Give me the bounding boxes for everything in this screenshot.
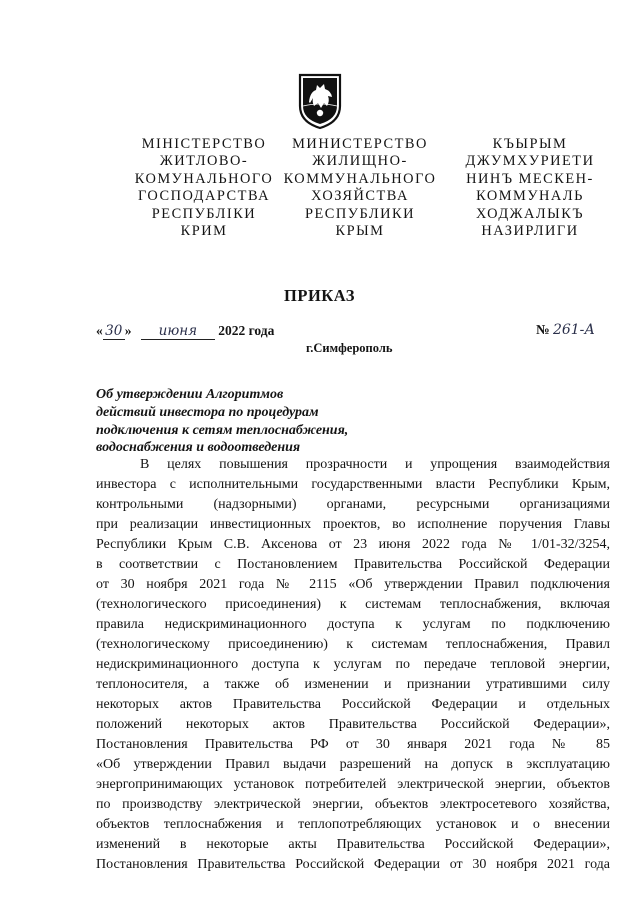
ministry-name-crimean-tatar [440, 136, 620, 240]
ministry-name-line: ГОСПОДАРСТВА [137, 188, 271, 205]
ministry-name-line: МИНИСТЕРСТВО [292, 136, 428, 152]
ministry-name-line: КОММУНАЛЬ [476, 188, 584, 205]
ministry-name-ukrainian [114, 136, 294, 240]
body-line: некоторых актов Правительства Российской Федерации и отдельных [96, 697, 610, 712]
body-line: (технологического присоединения) к системам теплоснабжения, включая [96, 597, 610, 612]
subject-line: Об утверждении Алгоритмов [96, 387, 284, 402]
date-close-quote: » [124, 323, 132, 338]
body-line: Постановления Правительства РФ от 30 января 2021 года № 85 [96, 737, 610, 752]
ministry-name-line: РЕСПУБЛИКИ [304, 205, 416, 222]
order-body-text [96, 455, 610, 875]
body-line: при реализации инвестиционных проектов, во исполнение поручения Главы [96, 517, 610, 532]
crimea-coat-of-arms-icon [297, 72, 343, 130]
ministry-name-line: ЖИТЛОВО- [159, 153, 249, 170]
subject-line: действий инвестора по процедурам [96, 404, 319, 420]
order-subject [96, 386, 348, 457]
date-day-handwritten: 30 [103, 323, 125, 340]
ministry-name-line: КОМУНАЛЬНОГО [134, 170, 274, 187]
date-month-handwritten: июня [141, 323, 215, 340]
body-line: правила недискриминационного доступа к услугам по подключению [96, 617, 610, 632]
body-line: объектов теплоснабжения и теплопотребляющих установок и о внесении [96, 817, 610, 832]
body-line: недискриминационного доступа к услугам по передаче тепловой энергии, [96, 657, 610, 672]
body-line: Постановления Правительства Российской Федерации от 30 ноября 2021 года [96, 857, 610, 872]
ministry-name-line: МІНІСТЕРСТВО [141, 136, 267, 152]
ministry-name-line: КОММУНАЛЬНОГО [283, 170, 437, 187]
document-title: ПРИКАЗ [284, 286, 355, 305]
body-line: контрольными (надзорными) органами, ресурсными организациями [96, 497, 610, 512]
ministry-name-line: НИНЪ МЕСКЕН- [466, 170, 594, 187]
ministry-name-line: НАЗИРЛИГИ [481, 223, 579, 240]
body-line: инвестора с исполнительными государственными власти Республики Крым, [96, 477, 610, 492]
subject-line: подключения к сетям теплоснабжения, [96, 422, 349, 438]
body-line: «Об утверждении Правил выдачи разрешений на допуск в эксплуатацию [96, 757, 610, 772]
subject-line: водоснабжения и водоотведения [96, 440, 301, 456]
ministry-name-line: ХОДЖАЛЫКЪ [475, 205, 584, 222]
body-line: от 30 ноября 2021 года № 2115 «Об утверждении Правил подключения [96, 577, 610, 592]
order-date [96, 323, 274, 340]
ministry-name-line: ХОЗЯЙСТВА [311, 188, 409, 205]
body-line: энергопринимающих установок потребителей электрической энергии, объектов [96, 777, 610, 792]
body-line: в соответствии с Постановлением Правительства Российской Федерации [96, 557, 610, 572]
order-number-prefix: № [535, 322, 553, 337]
date-open-quote: « [96, 323, 103, 338]
body-line: (технологическому присоединению) к системам теплоснабжения, Правил [96, 637, 610, 652]
ministry-name-line: КРИМ [180, 223, 228, 240]
ministry-name-line: ЖИЛИЩНО- [312, 153, 408, 170]
ministry-name-line: КЪЫРЫМ [492, 136, 568, 152]
body-line: Республики Крым С.В. Аксенова от 23 июня 2022 года № 1/01-32/3254, [96, 537, 610, 552]
body-line: теплоносителя, а также об изменении и признании утратившими силу [96, 677, 610, 692]
body-line: изменений в некоторые акты Правительства Российской Федерации», [96, 837, 610, 852]
body-line: по производству электрической энергии, объектов электросетевого хозяйства, [96, 797, 610, 812]
ministry-name-line: ДЖУМХУРИЕТИ [465, 153, 595, 170]
order-number-handwritten: 261-А [552, 322, 595, 338]
city: г.Симферополь [306, 341, 393, 355]
date-year: 2022 года [214, 323, 275, 338]
ministry-name-line: РЕСПУБЛІКИ [151, 205, 257, 222]
body-line: В целях повышения прозрачности и упрощения взаимодействия [140, 457, 610, 472]
ministry-name-line: КРЫМ [335, 223, 385, 240]
order-number [536, 322, 595, 338]
body-line: положений некоторых актов Правительства Российской Федерации», [96, 717, 610, 732]
ministry-name-russian [270, 136, 450, 240]
